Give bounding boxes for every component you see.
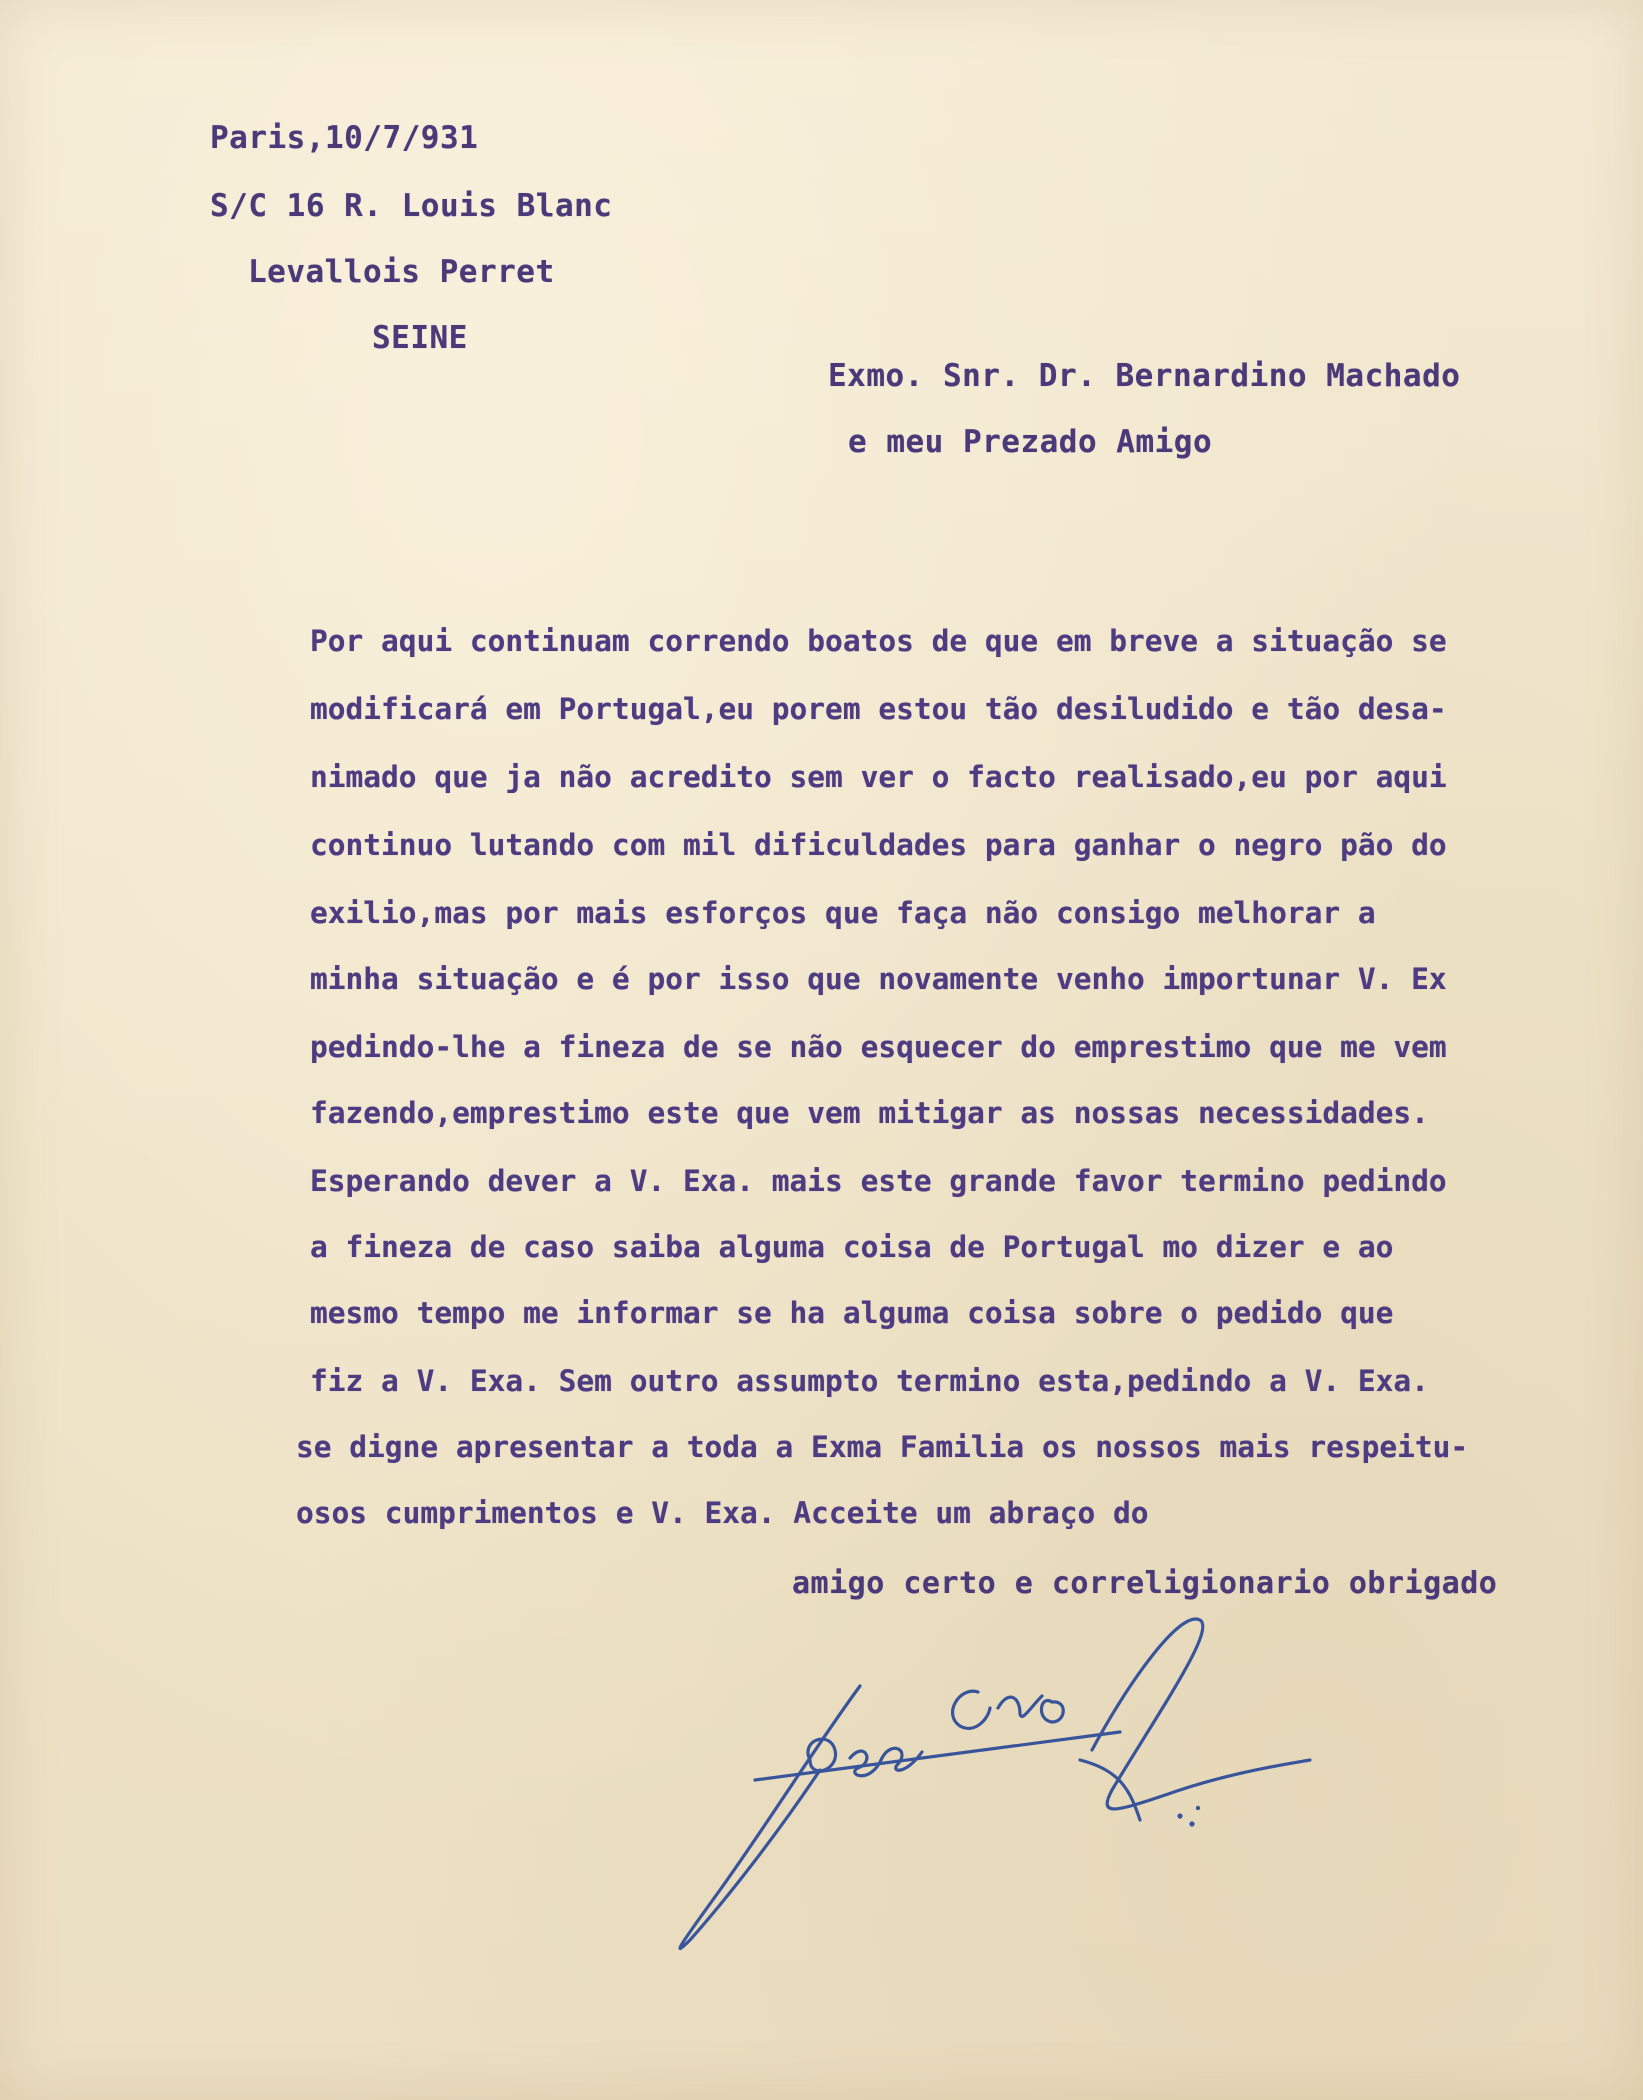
body-line: pedindo-lhe a fineza de se não esquecer do emprestimo que me vem <box>310 1030 1447 1064</box>
body-line: exilio,mas por mais esforços que faça não consigo melhorar a <box>310 896 1376 930</box>
body-line: fiz a V. Exa. Sem outro assumpto termino esta,pedindo a V. Exa. <box>310 1364 1429 1398</box>
salutation-line-2: e meu Prezado Amigo <box>848 424 1213 460</box>
body-line: nimado que ja não acredito sem ver o facto realisado,eu por aqui <box>310 760 1447 794</box>
sender-address-line-1: S/C 16 R. Louis Blanc <box>210 188 613 224</box>
body-line: a fineza de caso saiba alguma coisa de Portugal mo dizer e ao <box>310 1230 1394 1264</box>
body-line: mesmo tempo me informar se ha alguma coisa sobre o pedido que <box>310 1296 1394 1330</box>
body-line: modificará em Portugal,eu porem estou tão desiludido e tão desa- <box>310 692 1447 726</box>
body-line: osos cumprimentos e V. Exa. Acceite um abraço do <box>296 1496 1149 1530</box>
body-line: Por aqui continuam correndo boatos de que em breve a situação se <box>310 624 1447 658</box>
sender-address-line-3: SEINE <box>372 320 468 356</box>
handwritten-signature <box>660 1590 1320 1970</box>
body-line: minha situação e é por isso que novamente venho importunar V. Ex <box>310 962 1447 996</box>
sender-address-line-2: Levallois Perret <box>248 254 555 290</box>
body-line: fazendo,emprestimo este que vem mitigar as nossas necessidades. <box>310 1096 1429 1130</box>
body-line: continuo lutando com mil dificuldades para ganhar o negro pão do <box>310 828 1447 862</box>
body-line: Esperando dever a V. Exa. mais este grande favor termino pedindo <box>310 1164 1447 1198</box>
letter-date: Paris,10/7/931 <box>210 120 479 156</box>
body-line: se digne apresentar a toda a Exma Familia os nossos mais respeitu- <box>296 1430 1469 1464</box>
salutation-line-1: Exmo. Snr. Dr. Bernardino Machado <box>828 358 1461 394</box>
closing-line: amigo certo e correligionario obrigado <box>792 1566 1498 1601</box>
